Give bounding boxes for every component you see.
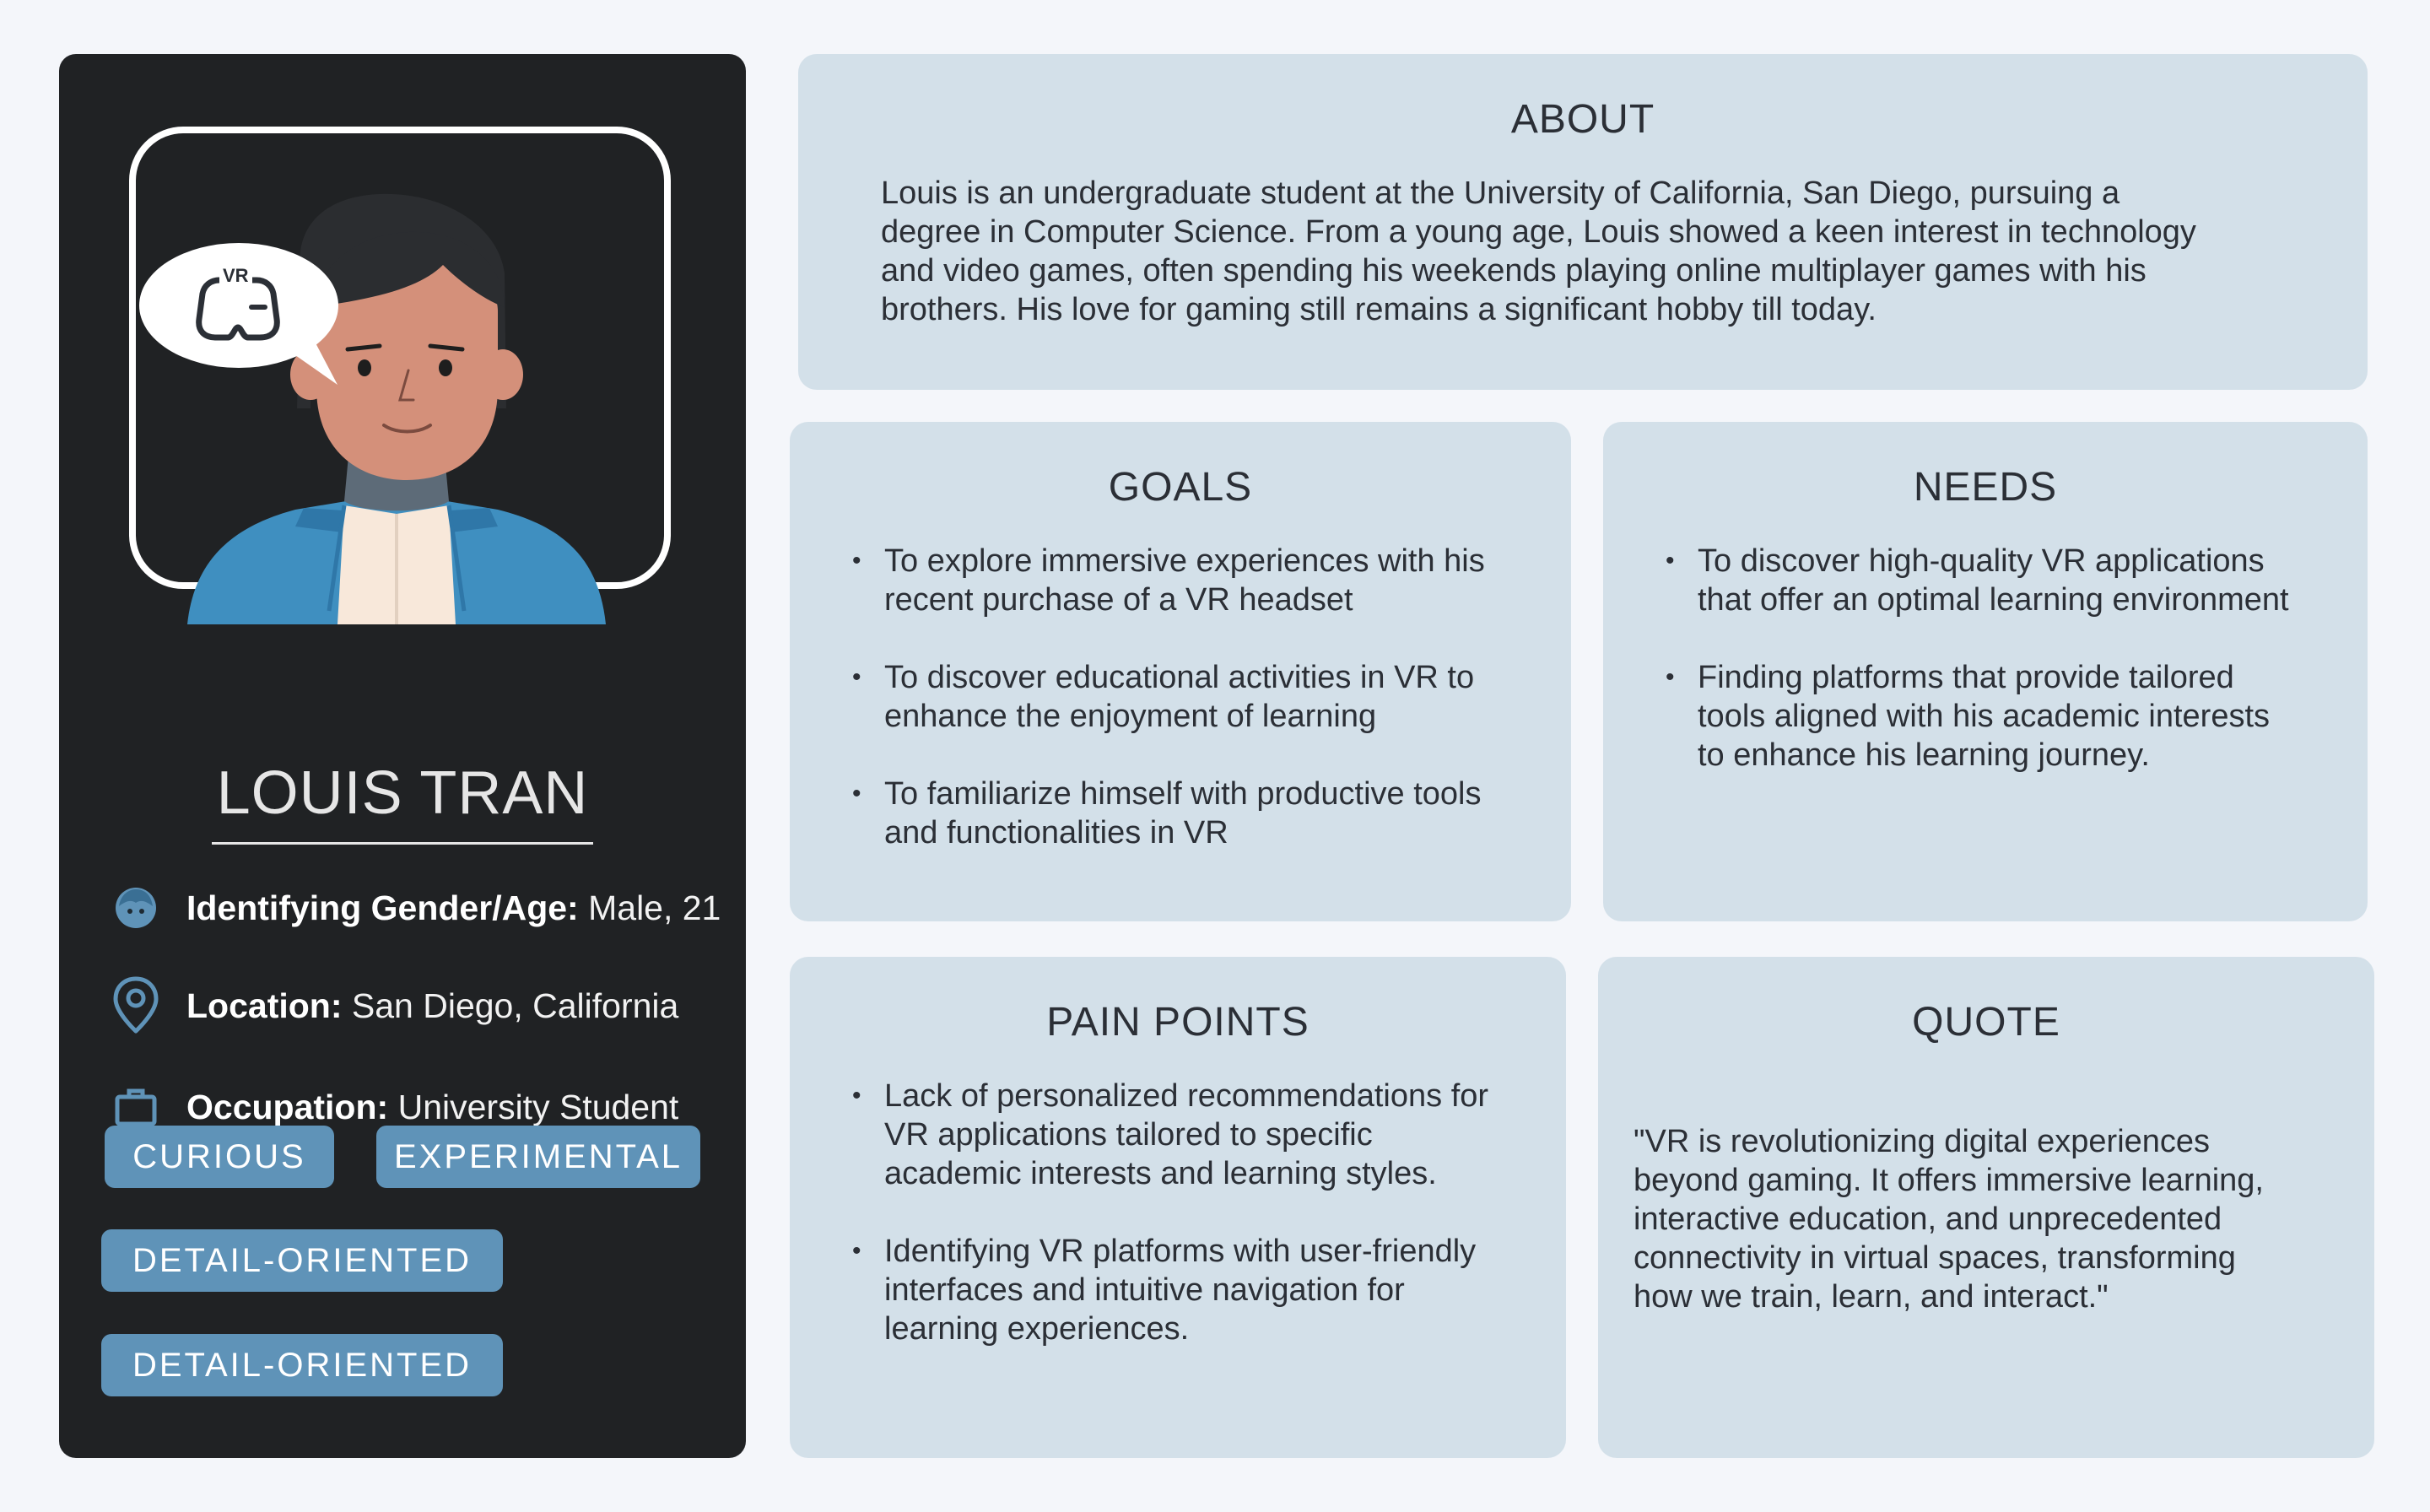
bullet-dot-icon: • (852, 1082, 861, 1110)
goals-list (842, 542, 1551, 891)
occupation-label: Occupation: (186, 1087, 389, 1126)
goal-line: enhance the enjoyment of learning (884, 699, 1377, 734)
avatar (59, 54, 746, 636)
quote-line: how we train, learn, and interact." (1634, 1279, 2109, 1315)
quote-line: "VR is revolutionizing digital experiences (1634, 1124, 2211, 1159)
persona-name: LOUIS TRAN (212, 763, 594, 845)
pain-points-title: PAIN POINTS (1046, 1000, 1310, 1045)
about-card (798, 54, 2368, 390)
about-line: and video games, often spending his weekends playing online multiplayer games with his (881, 253, 2146, 289)
list-item (842, 1077, 1551, 1193)
list-item (1655, 658, 2356, 775)
list-item (842, 658, 1551, 736)
pain-points-card (790, 957, 1566, 1458)
bullet-dot-icon: • (1666, 663, 1675, 691)
pain-point-line: learning experiences. (884, 1311, 1190, 1347)
pain-point-line: Identifying VR platforms with user-friendly (884, 1234, 1477, 1269)
occupation-text (186, 1088, 678, 1127)
needs-title: NEEDS (1913, 465, 2058, 510)
bullet-dot-icon: • (852, 780, 861, 807)
pain-points-list (842, 1077, 1551, 1387)
tag-detail-oriented: DETAIL-ORIENTED (101, 1229, 503, 1292)
info-row-gender-age (105, 878, 730, 938)
occupation-value: University Student (397, 1087, 679, 1126)
location-pin-icon (105, 975, 166, 1036)
about-line: Louis is an undergraduate student at the University of California, San Diego, pursuing a (881, 176, 2120, 211)
needs-card (1603, 422, 2368, 921)
about-line: degree in Computer Science. From a young age, Louis showed a keen interest in technology (881, 214, 2196, 250)
goals-title: GOALS (1108, 465, 1253, 510)
goal-line: To discover educational activities in VR to (884, 660, 1475, 695)
profile-panel (59, 54, 746, 1458)
quote-line: beyond gaming. It offers immersive learning, (1634, 1163, 2264, 1198)
need-line: tools aligned with his academic interests (1698, 699, 2271, 734)
need-line: To discover high-quality VR applications (1698, 543, 2265, 579)
vr-headset-icon (192, 265, 284, 346)
pain-point-line: academic interests and learning styles. (884, 1156, 1437, 1191)
quote-line: connectivity in virtual spaces, transforming (1634, 1240, 2236, 1276)
location-text (186, 986, 678, 1026)
need-line: Finding platforms that provide tailored (1698, 660, 2234, 695)
tag-detail-oriented-2: DETAIL-ORIENTED (101, 1334, 503, 1396)
bullet-dot-icon: • (852, 1237, 861, 1265)
goal-line: To familiarize himself with productive tools (884, 776, 1482, 812)
pain-point-line: VR applications tailored to specific (884, 1117, 1373, 1153)
goals-card (790, 422, 1571, 921)
quote-text (1634, 1122, 2359, 1316)
list-item (842, 1232, 1551, 1348)
about-title: ABOUT (1510, 97, 1655, 142)
bullet-dot-icon: • (852, 547, 861, 575)
goal-line: To explore immersive experiences with his (884, 543, 1485, 579)
pain-point-line: Lack of personalized recommendations for (884, 1078, 1489, 1114)
location-label: Location: (186, 986, 343, 1025)
goal-line: recent purchase of a VR headset (884, 582, 1353, 618)
tag-experimental: EXPERIMENTAL (376, 1126, 700, 1188)
face-icon (105, 878, 166, 938)
pain-point-line: interfaces and intuitive navigation for (884, 1272, 1405, 1308)
bullet-dot-icon: • (852, 663, 861, 691)
about-line: brothers. His love for gaming still remains a significant hobby till today. (881, 292, 1876, 327)
vr-bubble-label: VR (219, 265, 252, 287)
location-value: San Diego, California (351, 986, 679, 1025)
gender-age-text (186, 888, 721, 928)
quote-title: QUOTE (1912, 1000, 2060, 1045)
list-item (1655, 542, 2356, 619)
needs-list (1655, 542, 2356, 813)
gender-age-label: Identifying Gender/Age: (186, 888, 579, 927)
bullet-dot-icon: • (1666, 547, 1675, 575)
portrait (59, 54, 746, 636)
need-line: to enhance his learning journey. (1698, 737, 2150, 773)
name-block (59, 759, 746, 845)
list-item (842, 542, 1551, 619)
gender-age-value: Male, 21 (588, 888, 721, 927)
quote-line: interactive education, and unprecedented (1634, 1202, 2222, 1237)
info-row-location (105, 975, 730, 1036)
need-line: that offer an optimal learning environment (1698, 582, 2289, 618)
quote-card (1598, 957, 2374, 1458)
tag-curious: CURIOUS (105, 1126, 334, 1188)
about-body (881, 174, 2265, 329)
list-item (842, 775, 1551, 852)
goal-line: and functionalities in VR (884, 815, 1228, 850)
